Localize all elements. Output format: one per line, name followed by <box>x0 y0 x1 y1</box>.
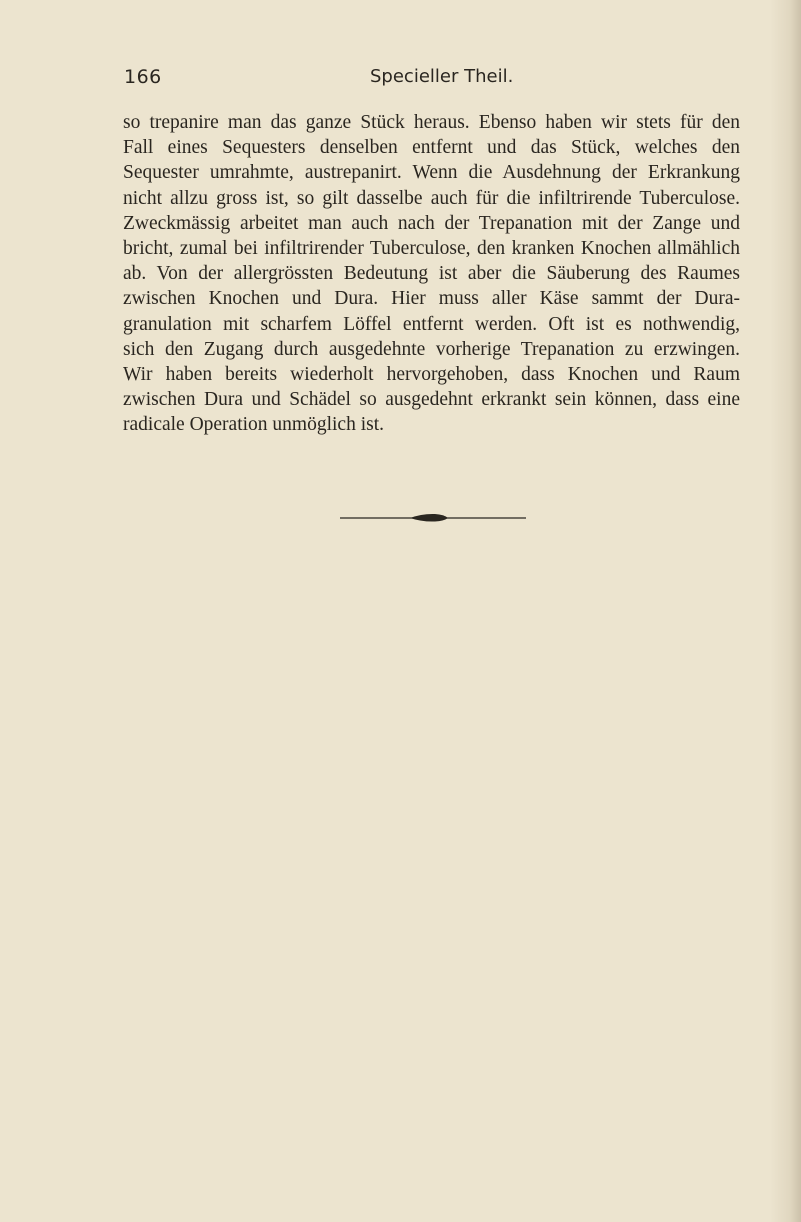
text-line: Zweckmässig arbeitet man auch nach der Trepanation mit der Zange und <box>123 212 740 234</box>
page-header <box>0 66 801 94</box>
text-line: ab. Von der allergrössten Bedeutung ist aber die Säuberung des Raumes <box>123 263 740 285</box>
text-line: Sequester umrahmte, austrepanirt. Wenn die Ausdehnung der Erkrankung <box>123 162 740 184</box>
text-line: sich den Zugang durch ausgedehnte vorherige Trepanation zu erzwingen. <box>123 338 740 360</box>
text-line: so trepanire man das ganze Stück heraus. Ebenso haben wir stets für den <box>123 112 740 133</box>
text-line: granulation mit scharfem Löffel entfernt werden. Oft ist es nothwendig, <box>123 313 740 335</box>
text-line: zwischen Dura und Schädel so ausgedehnt erkrankt sein können, dass eine <box>123 389 740 411</box>
text-line: zwischen Knochen und Dura. Hier muss aller Käse sammt der Dura- <box>123 288 740 310</box>
text-line: radicale Operation unmöglich ist. <box>123 414 385 436</box>
text-line: Wir haben bereits wiederholt hervorgehoben, dass Knochen und Raum <box>123 363 740 385</box>
text-line: nicht allzu gross ist, so gilt dasselbe auch für die infiltrirende Tuberculose. <box>123 187 740 209</box>
text-line: bricht, zumal bei infiltrirender Tuberculose, den kranken Knochen allmählich <box>123 237 740 259</box>
text-line: Fall eines Sequesters denselben entfernt und das Stück, welches den <box>123 137 740 159</box>
section-end-ornament <box>340 510 526 524</box>
body-paragraph <box>123 110 740 437</box>
running-title: Specieller Theil. <box>370 66 514 87</box>
page-number: 166 <box>124 66 162 88</box>
